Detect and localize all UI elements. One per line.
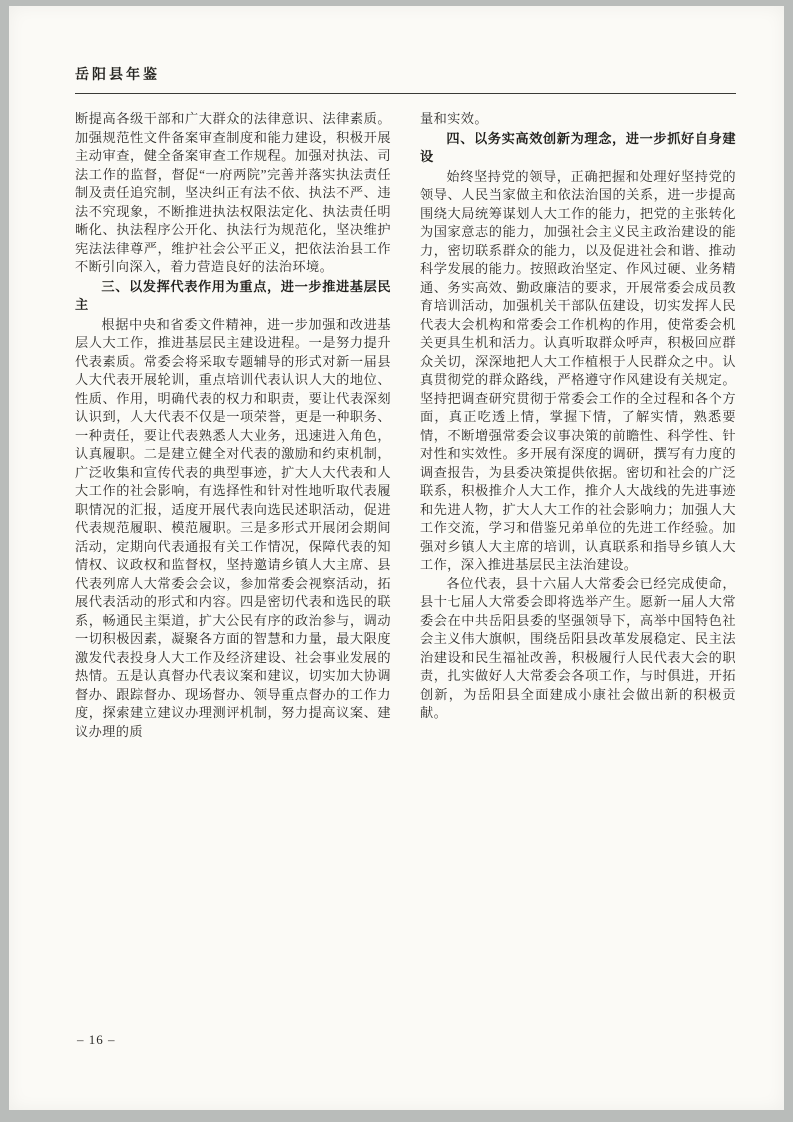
running-head-title: 岳阳县年鉴 bbox=[75, 66, 160, 82]
right-column bbox=[420, 110, 736, 902]
page-footer bbox=[77, 1032, 116, 1048]
text-columns bbox=[75, 110, 736, 902]
body-paragraph: 根据中央和省委文件精神，进一步加强和改进基层人大工作，推进基层民主建设进程。一是努力提升代表素质。常委会将采取专题辅导的形式对新一届县人大代表开展轮训，重点培训代表认识人大的地位、性质、作用，明确代表的权力和职责，要让代表深刻认识到，人大代表不仅是一项荣誉，更是一种职务、一种责任，要让代表熟悉人大业务，迅速进入角色，认真履职。二是建立健全对代表的激励和约束机制，广泛收集和宣传代表的典型事迹，扩大人大代表和人大工作的社会影响，有选择性和针对性地听取代表履职情况的汇报，适度开展代表向选民述职活动，促进代表规范履职、模范履职。三是多形式开展闭会期间活动，定期向代表通报有关工作情况，保障代表的知情权、议政权和监督权，坚持邀请乡镇人大主席、县代表列席人大常委会会议，参加常委会视察活动，拓展代表活动的形式和内容。四是密切代表和选民的联系，畅通民主渠道，扩大公民有序的政治参与，调动一切积极因素，凝聚各方面的智慧和力量，最大限度激发代表投身人大工作及经济建设、社会事业发展的热情。五是认真督办代表议案和建议，切实加大协调督办、跟踪督办、现场督办、领导重点督办的工作力度，探索建立建议办理测评机制，努力提高议案、建议办理的质 bbox=[75, 316, 391, 739]
body-paragraph: 始终坚持党的领导，正确把握和处理好坚持党的领导、人民当家做主和依法治国的关系，进一步提高围绕大局统筹谋划人大工作的能力，把党的主张转化为国家意志的能力，加强社会主义民主政治建设的能力，密切联系群众的能力，以及促进社会和谐、推动科学发展的能力。按照政治坚定、作风过硬、业务精通、务实高效、勤政廉洁的要求，开展常委会成员教育培训活动，加强机关干部队伍建设，切实发挥人民代表大会机构和常委会工作机构的作用，使常委会机关更具生机和活力。认真听取群众呼声，积极回应群众关切，深深地把人大工作植根于人民群众之中。认真贯彻党的群众路线，严格遵守作风建设有关规定。坚持把调查研究贯彻于常委会工作的全过程和各个方面，真正吃透上情，掌握下情，了解实情，熟悉要情，不断增强常委会议事决策的前瞻性、科学性、针对性和实效性。多开展有深度的调研，撰写有力度的调查报告，为县委决策提供依据。密切和社会的广泛联系，积极推介人大工作，推介人大战线的先进事迹和先进人物，扩大人大工作的社会影响力；加强人大工作交流，学习和借鉴兄弟单位的先进工作经验。加强对乡镇人大主席的培训，认真联系和指导乡镇人大工作，深入推进基层民主法治建设。 bbox=[420, 168, 736, 572]
page-header bbox=[75, 64, 736, 94]
yearbook-page bbox=[9, 6, 784, 1110]
body-paragraph: 各位代表，县十六届人大常委会已经完成使命，县十七届人大常委会即将选举产生。愿新一届人大常委会在中共岳阳县委的坚强领导下，高举中国特色社会主义伟大旗帜，围绕岳阳县改革发展稳定、民主法治建设和民生福祉改善，积极履行人民代表大会的职责，扎实做好人大常委会各项工作，与时俱进，开拓创新，为岳阳县全面建成小康社会做出新的积极贡献。 bbox=[420, 575, 736, 720]
header-rule bbox=[75, 93, 736, 94]
body-paragraph: 量和实效。 bbox=[420, 111, 488, 126]
left-column bbox=[75, 110, 391, 902]
section-heading: 三、以发挥代表作用为重点，进一步推进基层民主 bbox=[75, 278, 391, 312]
body-paragraph: 断提高各级干部和广大群众的法律意识、法律素质。加强规范性文件备案审查制度和能力建设，积极开展主动审查，健全备案审查工作规程。加强对执法、司法工作的监督，督促“一府两院”完善并落实执法责任制及责任追究制，坚决纠正有法不依、执法不严、违法不究现象，不断推进执法权限法定化、执法责任明晰化、执法程序公开化、执法行为规范化，坚决维护宪法法律尊严，维护社会公平正义，把依法治县工作不断引向深入，着力营造良好的法治环境。 bbox=[75, 111, 391, 274]
page-number: – 16 – bbox=[77, 1032, 116, 1047]
section-heading: 四、以务实高效创新为理念，进一步抓好自身建设 bbox=[420, 130, 736, 164]
